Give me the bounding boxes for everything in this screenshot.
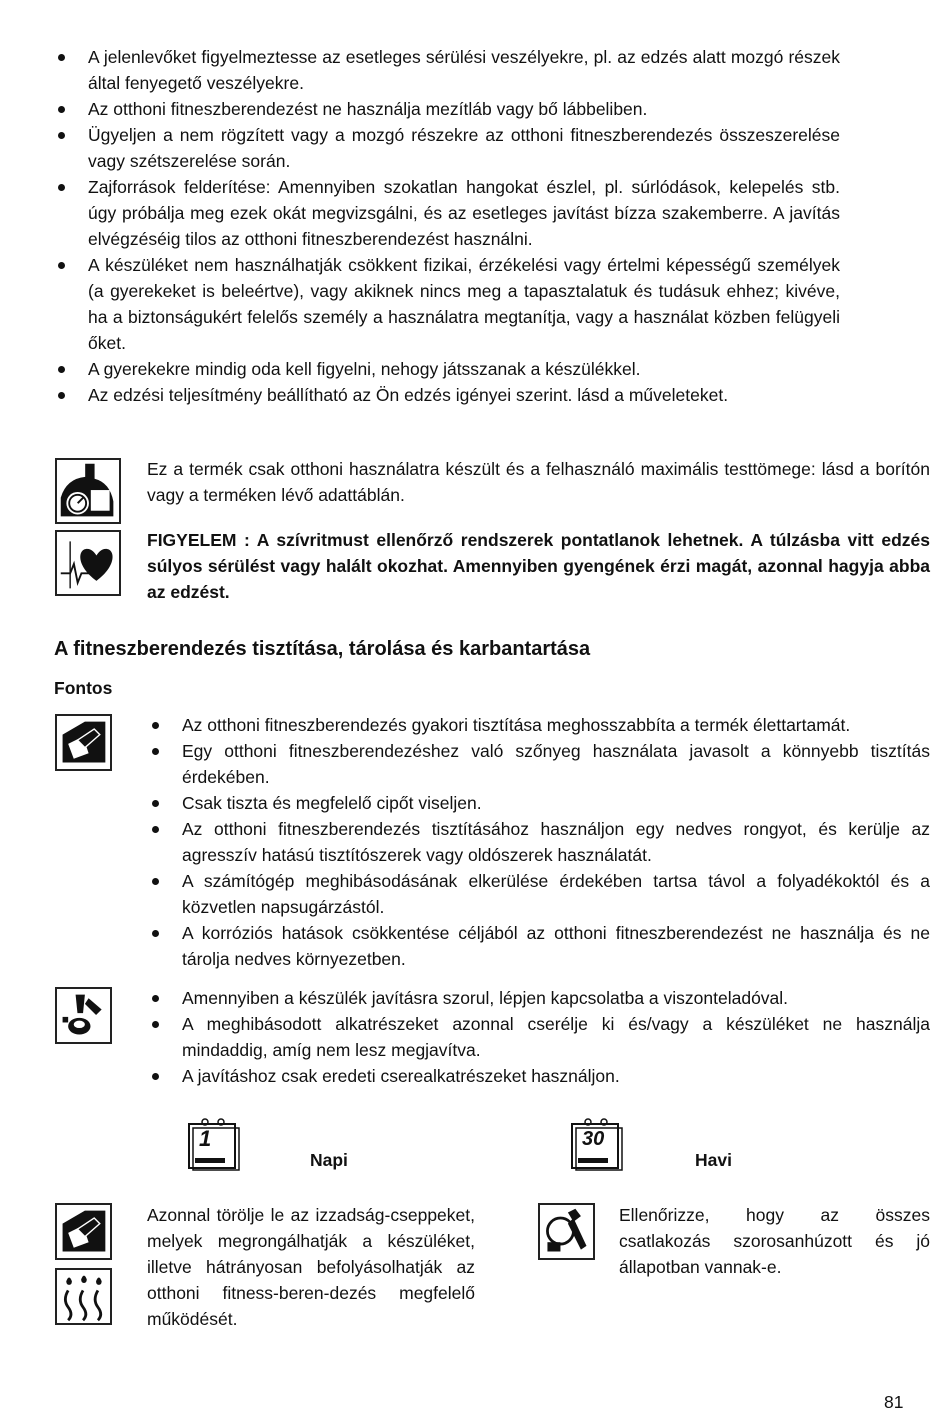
list-item: Egy otthoni fitneszberendezéshez való szőnyeg használata javasolt a könnyebb tisztítás érdekében.: [182, 738, 930, 790]
weight-notice: Ez a termék csak otthoni használatra készült és a felhasználó maximális testtömege: lásd a borítón vagy a terméken lévő adattáblán.: [147, 459, 930, 505]
list-item: A jelenlevőket figyelmeztesse az esetleges sérülési veszélyekre, pl. az edzés alatt mozgó részek által fenyegető veszélyekre.: [88, 44, 840, 96]
list-item: A gyerekekre mindig oda kell figyelni, nehogy játsszanak a készülékkel.: [88, 356, 840, 382]
heart-rate-warning: FIGYELEM : A szívritmust ellenőrző rendszerek pontatlanok lehetnek. A túlzásba vitt edzés súlyos sérülést vagy halált okozhat. Amennyiben gyengének érzi magát, azonnal hagyja abba az edzést.: [147, 530, 930, 602]
monthly-text: Ellenőrizze, hogy az összes csatlakozás szorosanhúzott és jó állapotban vannak-e.: [619, 1205, 930, 1277]
wrench-tighten-icon: [538, 1203, 595, 1260]
list-item: A korróziós hatások csökkentése céljából az otthoni fitneszberendezést ne használja és ne tárolja nedves környezetben.: [182, 920, 930, 972]
list-item: A meghibásodott alkatrészeket azonnal cserélje ki és/vagy a készüléket ne használja mindaddig, amíg nem lesz megjavítva.: [182, 1011, 930, 1063]
list-item: Ügyeljen a nem rögzített vagy a mozgó részekre az otthoni fitneszberendezés összeszerelése vagy szétszerelése során.: [88, 122, 840, 174]
calendar-number: 30: [582, 1128, 605, 1150]
daily-label: Napi: [310, 1150, 348, 1170]
list-item: Az otthoni fitneszberendezés tisztításához használjon egy nedves rongyot, és kerülje az agresszív hatású tisztítószerek vagy oldószerek használatát.: [182, 816, 930, 868]
calendar-icon: [568, 1116, 626, 1172]
list-item: Az edzési teljesítmény beállítható az Ön edzés igényei szerint. lásd a műveleteket.: [88, 382, 840, 408]
safety-list: [88, 44, 840, 408]
list-item: A készüléket nem használhatják csökkent fizikai, érzékelési vagy értelmi képességű személyek (a gyerekeket is beleértve), vagy akiknek nincs meg a tapasztalatuk és tudásuk ehhez; kivéve, ha a biztonságukért felelős személy a használatra megtanítja, vagy a használat közben felügyeli őket.: [88, 252, 840, 356]
repair-list: [182, 985, 930, 1089]
sweat-drops-icon: [55, 1268, 112, 1325]
page-number: 81: [884, 1392, 904, 1412]
calendar-number: 1: [199, 1126, 212, 1151]
list-item: A számítógép meghibásodásának elkerülése érdekében tartsa távol a folyadékoktól és a közvetlen napsugárzástól.: [182, 868, 930, 920]
wipe-cloth-icon: [55, 1203, 112, 1260]
repair-tool-icon: [55, 987, 112, 1044]
daily-text: Azonnal törölje le az izzadság-cseppeket, melyek megrongálhatják a készüléket, illetve hátrányosan befolyásolhatják az otthoni fitness-beren-dezés megfelelő működését.: [147, 1205, 475, 1329]
list-item: Az otthoni fitneszberendezést ne használja mezítláb vagy bő lábbeliben.: [88, 96, 840, 122]
section-subtitle: Fontos: [54, 678, 113, 698]
weighing-scale-icon: [55, 458, 121, 524]
monthly-label: Havi: [695, 1150, 732, 1170]
list-item: Az otthoni fitneszberendezés gyakori tisztítása meghosszabbíta a termék élettartamát.: [182, 712, 930, 738]
list-item: Amennyiben a készülék javításra szorul, lépjen kapcsolatba a viszonteladóval.: [182, 985, 930, 1011]
cleaning-list: [182, 712, 930, 972]
list-item: A javításhoz csak eredeti cserealkatrészeket használjon.: [182, 1063, 930, 1089]
list-item: Csak tiszta és megfelelő cipőt viseljen.: [182, 790, 930, 816]
heart-rate-icon: [55, 530, 121, 596]
wipe-cloth-icon: [55, 714, 112, 771]
section-title: A fitneszberendezés tisztítása, tárolása és karbantartása: [54, 638, 591, 660]
list-item: Zajforrások felderítése: Amennyiben szokatlan hangokat észlel, pl. súrlódások, kelepelés stb. úgy próbálja meg ezek okát megvizsgálni, és az esetleges javítást bízza szakemberre. A javítás elvégzéséig tilos az otthoni fitneszberendezést használni.: [88, 174, 840, 252]
calendar-icon: [185, 1116, 241, 1172]
